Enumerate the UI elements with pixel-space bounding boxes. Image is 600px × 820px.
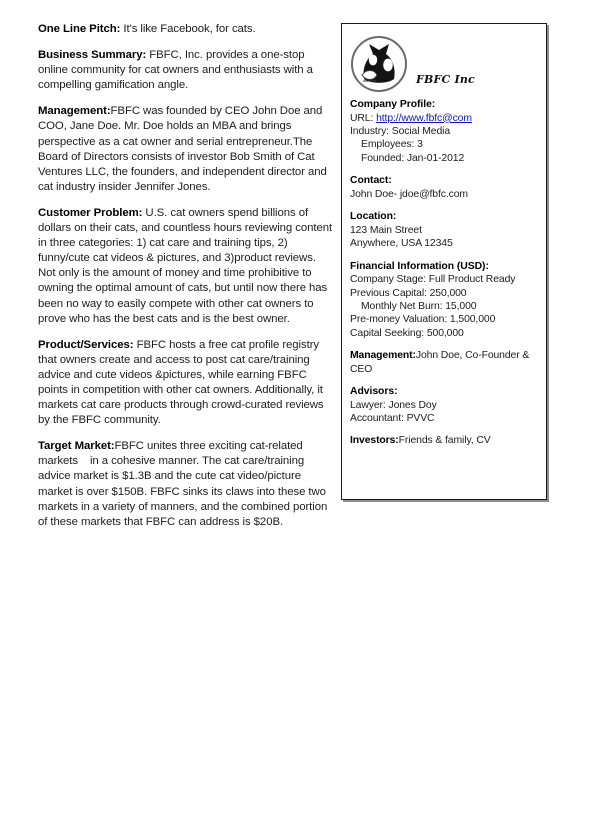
founded-line: Founded: Jan-01-2012 — [361, 152, 465, 164]
advisor-lawyer-line: Lawyer: Jones Doy — [350, 399, 437, 411]
one-line-pitch-text: It's like Facebook, for cats. — [120, 23, 256, 35]
one-line-pitch-label: One Line Pitch: — [38, 23, 121, 35]
investors-value: Friends & family, CV — [398, 435, 491, 447]
advisor-accountant-line: Accountant: PVVC — [350, 413, 435, 425]
fact-box-text-wrap-spacer — [336, 338, 562, 820]
company-profile-heading: Company Profile: — [350, 99, 436, 110]
management-value: John Doe, Co-Founder & CEO — [350, 350, 530, 375]
monthly-net-burn-line: Monthly Net Burn: 15,000 — [361, 301, 477, 313]
target-market-text-part1: FBFC unites three exciting cat-related markets — [38, 440, 303, 468]
previous-capital-line: Previous Capital: 250,000 — [350, 287, 467, 299]
location-heading: Location: — [350, 211, 397, 223]
url-label: URL: — [350, 112, 377, 124]
financial-heading: Financial Information (USD): — [350, 260, 489, 272]
product-services-label: Product/Services: — [38, 338, 134, 351]
employees-line: Employees: 3 — [361, 139, 423, 151]
company-url-link[interactable]: http://www.fbfc@com — [376, 112, 472, 124]
customer-problem-text: U.S. cat owners spend billions of dollars on their cats, and countless hours reviewing content in three categories: 1) cat care and training tips, 2) funny/cute cat videos & pictures, and 3)product reviews. Not only is the amount of money and time prohibitive to owning the optimal amount of cats, but until now there has been no way to easily compete with other cat owners to prove who has the best cats and is the best owner. — [38, 206, 333, 325]
section-business-summary — [38, 48, 334, 93]
section-management — [38, 104, 334, 195]
management-label: Management: — [38, 105, 111, 118]
logo-company-name: FBFC Inc — [416, 73, 475, 86]
document-body — [38, 22, 562, 820]
management-text: FBFC was founded by CEO John Doe and COO, Jane Doe. Mr. Doe holds an MBA and brings perspective as a cat owner and serial entrepreneur.The Board of Directors consists of investor Bob Smith of Cat Ventures LLC, the founders, and independent director and cat industry insider Jennifer Jones. — [38, 105, 327, 193]
target-market-label: Target Market: — [38, 440, 115, 453]
business-summary-label: Business Summary: — [38, 49, 147, 62]
target-market-text-part2: in a cohesive manner. The cat care/training advice market is $1.3B and the cute cat video/picture market is over $150B. FBFC sinks its claws into these two markets in a variety of manners, and the combined portion of these markets that FBFC can address is $20B. — [38, 455, 328, 528]
product-services-text: FBFC hosts a free cat profile registry that owners create and access to post cat care/training advice and cute videos &pictures, while earning FBFC points in competition with other cat owners. Additionally, it markets cat care products through crowd-curated reviews by the FBFC community. — [38, 338, 324, 427]
location-line-1: 123 Main Street — [350, 224, 422, 236]
section-product-services-flow — [38, 338, 562, 429]
section-one-line-pitch — [38, 22, 334, 37]
investors-label: Investors: — [350, 435, 399, 447]
advisors-heading: Advisors: — [350, 386, 398, 398]
business-summary-text: FBFC, Inc. provides a one-stop online community for cat owners and enthusiasts with a compelling gamification angle. — [38, 49, 313, 92]
location-line-2: Anywhere, USA 12345 — [350, 238, 453, 250]
customer-problem-label: Customer Problem: — [38, 206, 143, 219]
section-customer-problem — [38, 206, 334, 327]
contact-heading: Contact: — [350, 175, 392, 187]
pre-money-valuation-line: Pre-money Valuation: 1,500,000 — [350, 314, 496, 326]
industry-line: Industry: Social Media — [350, 126, 451, 137]
company-stage-line: Company Stage: Full Product Ready — [350, 274, 516, 286]
contact-value: John Doe- jdoe@fbfc.com — [350, 188, 468, 200]
management-label: Management: — [350, 350, 416, 362]
capital-seeking-line: Capital Seeking: 500,000 — [350, 327, 464, 339]
